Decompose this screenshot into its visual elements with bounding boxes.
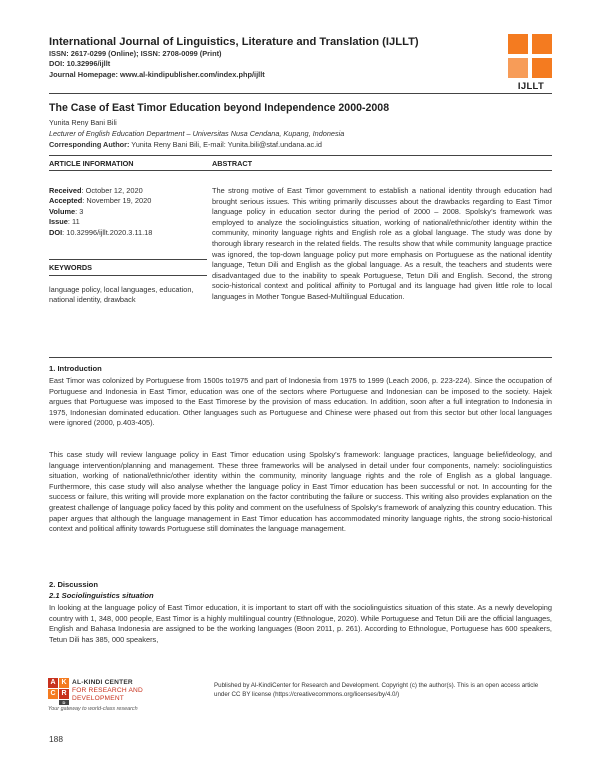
logo-line-1: AL-KINDI CENTER (72, 679, 133, 686)
abstract-bottom-rule (49, 357, 552, 358)
info-header-rule (49, 170, 552, 171)
logo-letter: D (59, 700, 69, 705)
journal-doi: DOI: 10.32996/ijllt (49, 59, 111, 69)
article-info-heading: ARTICLE INFORMATION (49, 159, 134, 168)
intro-heading: 1. Introduction (49, 364, 102, 373)
discussion-heading: 2. Discussion (49, 580, 98, 589)
logo-line-3: DEVELOPMENT (72, 695, 125, 702)
license-text: Published by Al-KindiCenter for Research and Development. Copyright (c) the author(s). This is an open access article under CC BY license (https://creativecommons.org/licenses/by/4.0/) (214, 682, 539, 698)
corresponding-label: Corresponding Author: (49, 140, 130, 149)
header-rule (49, 93, 552, 94)
article-doi: DOI: 10.32996/ijllt.2020.3.11.18 (49, 227, 153, 237)
logo-letter: K (59, 678, 69, 688)
logo-line-2: FOR RESEARCH AND (72, 687, 143, 694)
author: Yunita Reny Bani Bili (49, 118, 117, 127)
article-info (49, 186, 152, 238)
corresponding-author (49, 140, 322, 150)
keywords: language policy, local languages, education, national identity, drawback (49, 285, 194, 305)
keywords-heading: KEYWORDS (49, 263, 92, 272)
logo-letter: A (48, 678, 58, 688)
journal-title: International Journal of Linguistics, Literature and Translation (IJLLT) (49, 36, 419, 48)
received: Received: October 12, 2020 (49, 186, 143, 195)
discussion-paragraph-1: In looking at the language policy of East Timor education, it is important to start off with the sociolinguistics situation of this state. As a newly developing country with 1, 348, 000 people, East Timor is a highly multilingual country (Ethnologue, 2020). While Portuguese and Tetun Dili are the official languages, English and Bahasa Indonesia are assigned to be the working languages (Boon 2011, p. 261). According to Ethnologue, Portuguese has 600 speakers, Tetun Dili has 385, 000 speakers, (49, 603, 552, 644)
journal-logo-text: IJLLT (517, 81, 545, 92)
journal-logo (508, 34, 552, 92)
intro-paragraph-1: East Timor was colonized by Portuguese from 1500s to1975 and part of Indonesia from 1975 to 1999 (Leach 2006, p. 223-224). Since the occupation of Portuguese and Indonesia in East Timor, education was one of the sectors where Portuguese and Indonesian can be imposed to the society. Hajek argues that Portuguese was imposed to the East Timorese by the provision of mass education. In addition, soon after a full integration to Indonesia in 1975, Indonesian dominated education. Other languages such as Portuguese and Chinese were phased out from this sector but other local languages were ignored (2000, p.403-405). (49, 376, 552, 428)
volume: Volume: 3 (49, 206, 84, 216)
publisher-logo (48, 678, 198, 718)
info-top-rule (49, 155, 552, 156)
page-number: 188 (49, 734, 63, 744)
abstract-heading: ABSTRACT (212, 159, 253, 168)
affiliation: Lecturer of English Education Department – Universitas Nusa Cendana, Kupang, Indonesia (49, 129, 345, 138)
logo-tagline: Your gateway to world-class research (48, 706, 138, 712)
accepted: Accepted: November 19, 2020 (49, 196, 152, 206)
keywords-top-rule (49, 259, 207, 260)
issue: Issue: 11 (49, 217, 80, 227)
keywords-bottom-rule (49, 275, 207, 276)
corresponding-value[interactable]: Yunita Reny Bani Bili, E-mail: Yunita.bili@staf.undana.ac.id (129, 140, 322, 149)
intro-paragraph-2: This case study will review language policy in East Timor education using Spolsky’s framework: language practices, language belief/ideology, and language intervention/planning and management. These three frameworks will be analysed in detail under four components, namely: sociolinguistics situation, working of national/ethnic/other identity within the community, minority language rights and the role of English as a global language. Furthermore, this case study will also analyse whether the language policy in East Timor education has been successful or not. In accounting for the success or failure, this writing will provide more explanation on the factor contributing the failure or success. This writing also provides explanation on the greatest challenge of language policy faced by this polity and comment on the usefulness of Spolsky’s framework of analyzing this country education. This paper argues that although the language management in East Timor education has accommodated minority language rights, the strong socio-historical context and political affinity towards Portuguese still dominates the language management. (49, 450, 552, 534)
logo-letter: R (59, 689, 69, 699)
abstract-text: The strong motive of East Timor government to establish a national identity through education had brought serious issues. This writing primarily discusses about the drawbacks regarding to East Timor language policy in education sector during the period of 2000 – 2008. Spolsky’s framework was employed to analyze the sociolinguistics situation, working of national/ethnic/other identity within the community, minority language rights and English role as a global language. The study was done by thorough library research in the related fields. The results show that while community language practice was ignored, the top-down language policy put more emphasis on Portuguese as the national identity language, Tetun Dili and English as the global language. As a result, the teachers and students were disadvantaged due to the inability to speak Portuguese, Tetun Dili and English. Second, the strong socio-historical context and political affinity to Portugal and its language had given little role to local languages in Mother Tongue Based-Multilingual Education. (212, 186, 552, 301)
journal-header (49, 36, 489, 80)
journal-issn: ISSN: 2617-0299 (Online); ISSN: 2708-0099 (Print) (49, 49, 222, 58)
journal-homepage[interactable]: Journal Homepage: www.al-kindipublisher.com/index.php/ijllt (49, 69, 265, 79)
logo-letter: C (48, 689, 58, 699)
subsection-heading: 2.1 Sociolinguistics situation (49, 591, 154, 600)
paper-title: The Case of East Timor Education beyond Independence 2000-2008 (49, 102, 390, 114)
